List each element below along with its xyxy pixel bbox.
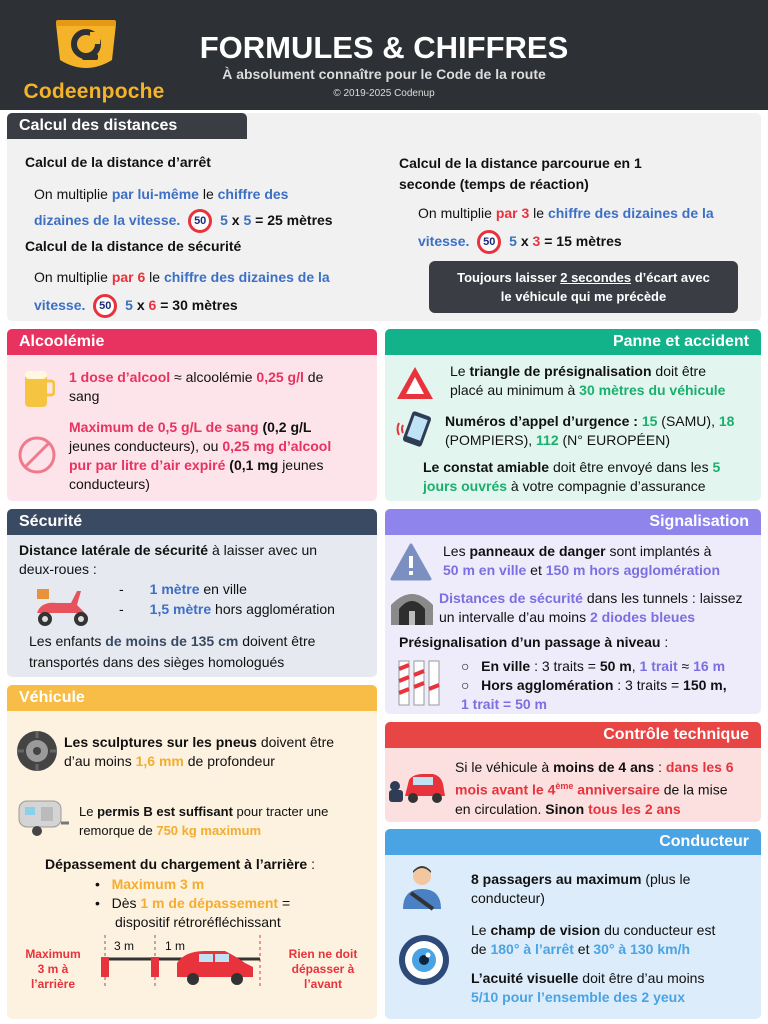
section-title: Conducteur [385, 829, 761, 855]
visual-acuity-text: L’acuité visuelle doit être d’au moins 5/10 pour l’ensemble des 2 yeux [471, 970, 705, 1005]
diagram-1m-label: 1 m [165, 939, 186, 953]
section-conducteur [385, 829, 761, 1019]
section-title: Panne et accident [385, 329, 761, 355]
danger-sign-text: Les panneaux de danger sont implantés à 50 m en ville et 150 m hors agglomération [443, 543, 721, 578]
brand-name: Codeenpoche [23, 80, 165, 103]
tire-text: Les sculptures sur les pneus doivent être d’au moins 1,6 mm de profondeur [64, 734, 335, 769]
overhang-list: • Maximum 3 m • Dès 1 m de dépassement = dispositif rétroréfléchissant [95, 876, 291, 930]
diagram-left-label: Maximum 3 m à l’arrière [25, 947, 81, 991]
children-text: Les enfants de moins de 135 cm doivent être transportés dans des sièges homologués [29, 633, 316, 670]
alcool-max-text: Maximum de 0,5 g/L de sang (0,2 g/L jeunes conducteurs), ou 0,25 mg d’alcool pur par litre d’air expiré (0,1 mg jeunes conducteurs) [69, 419, 332, 492]
section-panne [385, 329, 761, 501]
securite-text: On multiplie par 6 le chiffre des dizaines de la vitesse. 50 5 x 6 = 30 mètres [34, 263, 374, 319]
speed-limit-icon: 50 [188, 209, 212, 233]
parcourue-text: On multiplie par 3 le chiffre des dizaines de la vitesse. 50 5 x 3 = 15 mètres [418, 199, 758, 255]
speed-limit-icon: 50 [93, 294, 117, 318]
section-title: Véhicule [7, 685, 377, 711]
section-vehicule [7, 685, 377, 1019]
page-header [0, 0, 768, 110]
car-repair-icon [387, 764, 447, 813]
lateral-distance-text: Distance latérale de sécurité à laisser avec un deux-roues : [19, 542, 318, 577]
alcool-dose-text: 1 dose d’alcool ≈ alcoolémie 0,25 g/l de sang [69, 369, 324, 404]
speed-limit-icon: 50 [477, 230, 501, 254]
diagram-right-label: Rien ne doit dépasser à l’avant [288, 947, 358, 991]
section-alcool [7, 329, 377, 501]
tunnel-text: Distances de sécurité dans les tunnels : laissez un intervalle d’au moins 2 diodes bleues [439, 590, 743, 625]
eye-icon [397, 933, 451, 992]
section-securite [7, 509, 377, 677]
securite-title: Calcul de la distance de sécurité [25, 238, 242, 254]
copyright: © 2019-2025 Codenup [333, 88, 435, 99]
section-signalisation [385, 509, 761, 714]
constat-text: Le constat amiable doit être envoyé dans les 5 jours ouvrés à votre compagnie d’assurance [423, 459, 721, 494]
arret-text: On multiplie par lui-même le chiffre des dizaines de la vitesse. 50 5 x 5 = 25 mètres [34, 181, 364, 233]
phone-icon [395, 409, 435, 454]
warning-triangle-icon [395, 365, 435, 406]
tunnel-icon [389, 587, 435, 632]
triangle-text: Le triangle de présignalisation doit être placé au minimum à 30 mètres du véhicule [450, 363, 726, 398]
section-controle [385, 722, 761, 822]
trailer-icon [15, 795, 71, 844]
vision-field-text: Le champ de vision du conducteur est de 180° à l’arrêt et 30° à 130 km/h [471, 922, 716, 957]
scooter-icon [31, 583, 93, 634]
overhang-title: Dépassement du chargement à l’arrière : [45, 856, 316, 872]
level-crossing-sign-icon [397, 659, 441, 712]
parcourue-title: Calcul de la distance parcourue en 1 seconde (temps de réaction) [399, 155, 642, 192]
controle-text: Si le véhicule à moins de 4 ans : dans les 6 mois avant le 4ème anniversaire de la mise en circulation. Sinon tous les 2 ans [455, 759, 734, 817]
beer-glass-icon [19, 367, 55, 414]
two-seconds-tip: Toujours laisser 2 secondes d’écart avec le véhicule qui me précède [429, 261, 738, 313]
section-title: Alcoolémie [7, 329, 377, 355]
section-title: Contrôle technique [385, 722, 761, 748]
codeenpoche-logo [52, 14, 120, 74]
permis-b-text: Le permis B est suffisant pour tracter une remorque de 750 kg maximum [79, 804, 329, 838]
passengers-text: 8 passagers au maximum (plus le conducteur) [471, 871, 691, 906]
tire-icon [15, 729, 59, 778]
driver-seatbelt-icon [399, 863, 445, 916]
no-alcohol-icon [17, 435, 57, 480]
emergency-numbers-text: Numéros d’appel d’urgence : 15 (SAMU), 18 (POMPIERS), 112 (N° EUROPÉEN) [445, 413, 735, 448]
level-crossing-title: Présignalisation d’un passage à niveau : [399, 634, 669, 650]
lateral-list: - 1 mètre en ville - 1,5 mètre hors agglomération [119, 581, 335, 617]
section-title: Signalisation [385, 509, 761, 535]
level-crossing-list: ○ En ville : 3 traits = 50 m, 1 trait ≈ 16 m ○ Hors agglomération : 3 traits = 150 m, 1 trait = 50 m [461, 658, 727, 712]
section-title: Sécurité [7, 509, 377, 535]
diagram-3m-label: 3 m [114, 939, 135, 953]
section-distances [7, 113, 761, 321]
page-subtitle: À absolument connaître pour le Code de la route [222, 66, 546, 82]
arret-title: Calcul de la distance d’arrêt [25, 154, 211, 170]
page-title: FORMULES & CHIFFRES [199, 30, 569, 65]
section-title: Calcul des distances [7, 113, 247, 139]
danger-sign-icon [389, 542, 433, 587]
